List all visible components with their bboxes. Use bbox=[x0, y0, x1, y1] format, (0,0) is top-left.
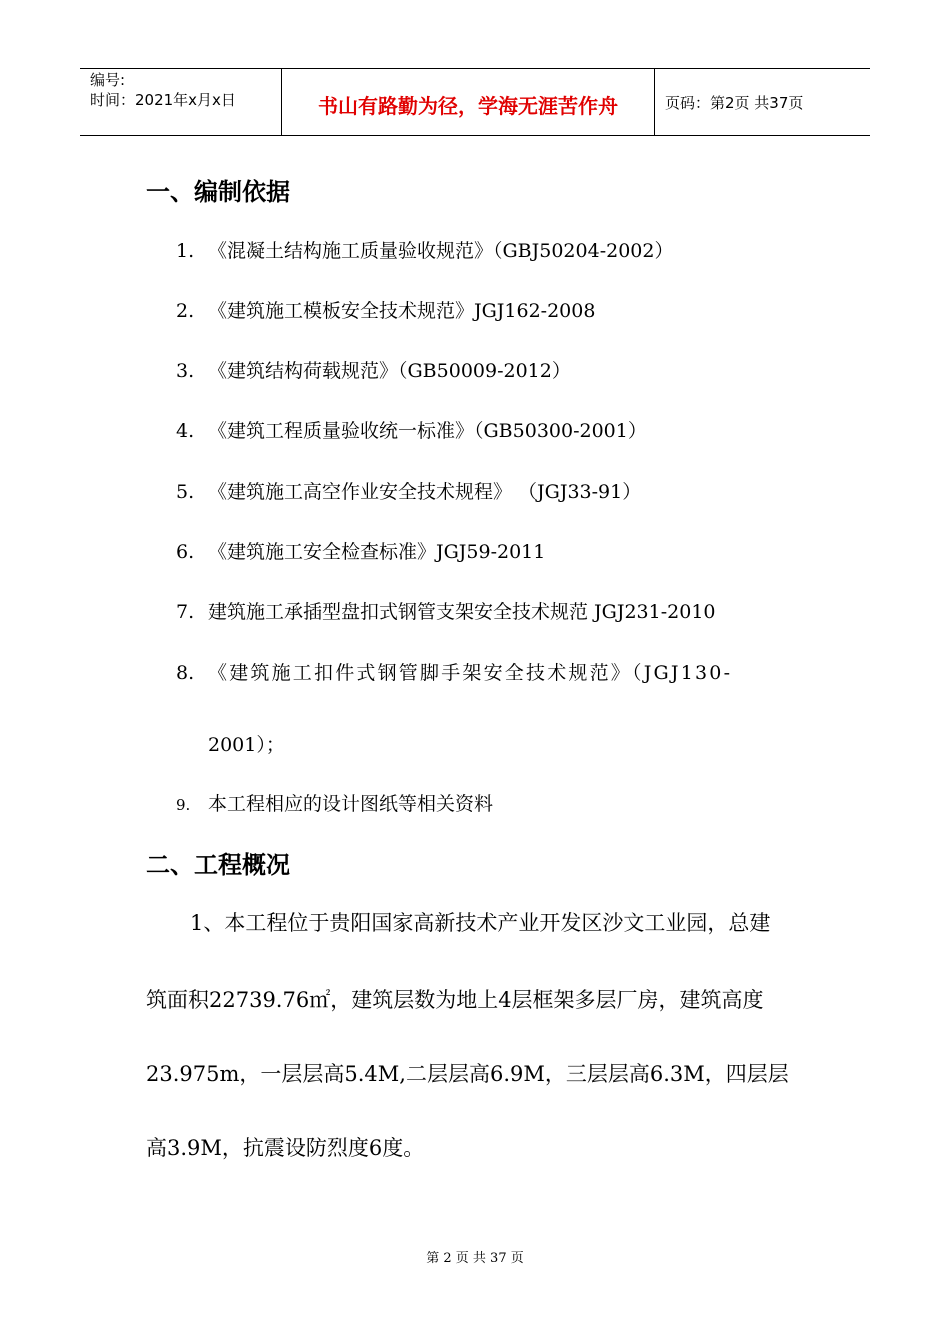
item-text: 《建筑施工高空作业安全技术规程》 （JGJ33-91） bbox=[208, 481, 642, 503]
item-text: 《混凝土结构施工质量验收规范》（GBJ50204-2002） bbox=[208, 240, 674, 262]
item-number: 8. bbox=[176, 662, 195, 684]
item-number: 6. bbox=[176, 541, 195, 563]
paragraph-line: 高3.9M，抗震设防烈度6度。 bbox=[146, 1136, 425, 1160]
item-text: 《建筑工程质量验收统一标准》（GB50300-2001） bbox=[208, 420, 647, 442]
section-title-overview: 二、工程概况 bbox=[146, 851, 290, 879]
header-top-rule bbox=[80, 68, 870, 69]
list-item bbox=[176, 789, 493, 816]
item-number: 7. bbox=[176, 601, 195, 623]
list-item bbox=[176, 597, 716, 624]
list-item bbox=[176, 296, 595, 323]
page-info: 页码：第2页 共37页 bbox=[665, 94, 804, 112]
paragraph-line: 23.975m，一层层高5.4M,二层层高6.9M，三层层高6.3M，四层层 bbox=[146, 1062, 789, 1086]
item-text: 建筑施工承插型盘扣式钢管支架安全技术规范 JGJ231-2010 bbox=[208, 601, 716, 623]
item-number: 9. bbox=[176, 796, 191, 814]
list-item bbox=[176, 658, 732, 685]
time-label: 时间：2021年x月x日 bbox=[90, 91, 236, 109]
item-number: 3. bbox=[176, 360, 195, 382]
page-footer: 第 2 页 共 37 页 bbox=[426, 1251, 524, 1266]
section-title-basis: 一、编制依据 bbox=[146, 178, 290, 206]
header-bottom-rule bbox=[80, 135, 870, 136]
list-item bbox=[176, 537, 545, 564]
item-text: 本工程相应的设计图纸等相关资料 bbox=[208, 793, 494, 815]
header-motto: 书山有路勤为径，学海无涯苦作舟 bbox=[318, 94, 618, 118]
item-number: 5. bbox=[176, 481, 195, 503]
item-number: 1. bbox=[176, 240, 195, 262]
list-item bbox=[176, 416, 647, 443]
list-item bbox=[176, 236, 673, 263]
item-text: 《建筑施工模板安全技术规范》JGJ162-2008 bbox=[208, 300, 596, 322]
list-item bbox=[176, 477, 641, 504]
header-divider-right bbox=[654, 68, 655, 135]
list-item bbox=[176, 356, 571, 383]
item-text: 《建筑施工安全检查标准》JGJ59-2011 bbox=[208, 541, 546, 563]
paragraph-line: 1、本工程位于贵阳国家高新技术产业开发区沙文工业园，总建 bbox=[190, 911, 771, 935]
number-label: 编号: bbox=[90, 71, 126, 89]
item-number: 4. bbox=[176, 420, 195, 442]
item-number: 2. bbox=[176, 300, 195, 322]
item-text: 《建筑施工扣件式钢管脚手架安全技术规范》（JGJ130- bbox=[208, 662, 733, 684]
item-text: 《建筑结构荷载规范》（GB50009-2012） bbox=[208, 360, 571, 382]
item-continuation: 2001）； bbox=[208, 734, 285, 756]
paragraph-line: 筑面积22739.76㎡，建筑层数为地上4层框架多层厂房，建筑高度 bbox=[146, 988, 764, 1012]
